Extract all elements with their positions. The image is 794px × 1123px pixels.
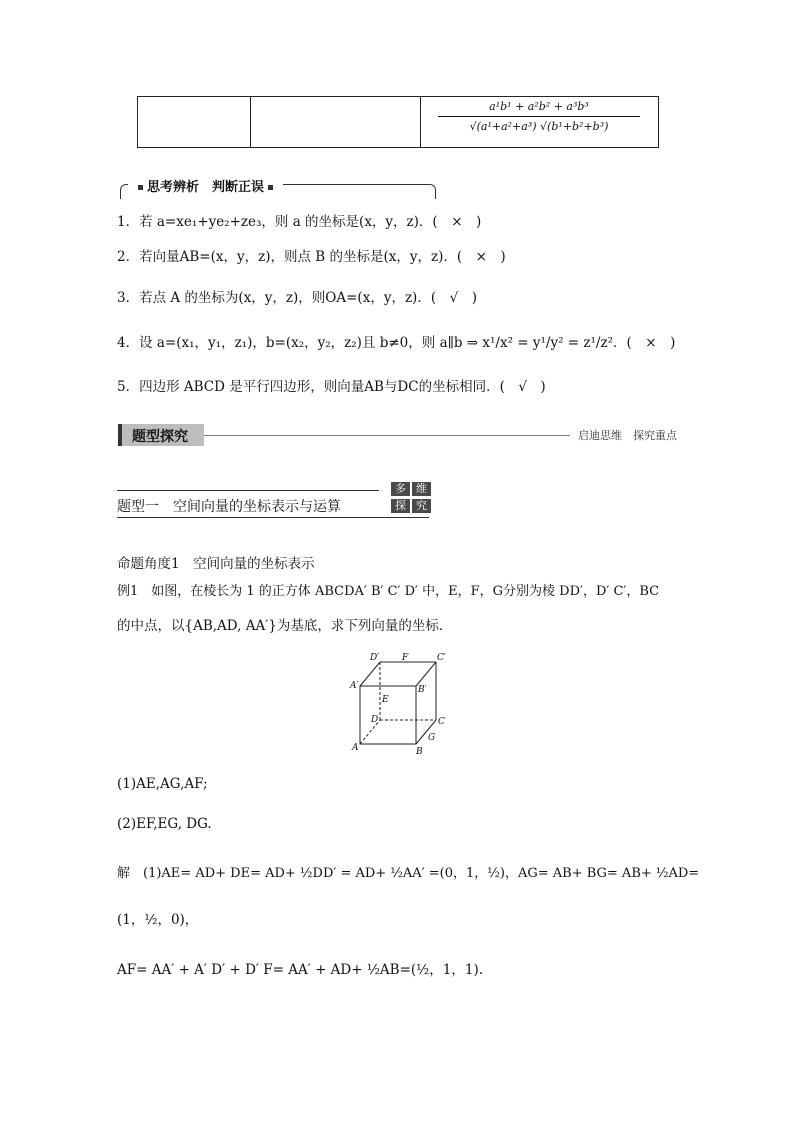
vertex-label: G (428, 733, 436, 743)
vertex-label: A′ (350, 681, 359, 691)
solution-line-3: AF= AA′ + A′ D′ + D′ F= AA′ + AD+ ½AB=(½，1，1). (117, 962, 484, 978)
table-cell-2 (250, 97, 421, 147)
fraction-bar (438, 116, 640, 117)
badge-char-4: 究 (412, 499, 431, 513)
think-title-text: 思考辨析 判断正误 (147, 180, 265, 195)
judgement-item-1: 1．若 a=xe₁+ye₂+ze₃，则 a 的坐标是(x，y，z)．( × ) (117, 214, 482, 230)
vertex-label: F (402, 653, 409, 663)
judgement-item-3: 3．若点 A 的坐标为(x，y，z)，则OA=(x，y，z)．( √ ) (117, 290, 477, 306)
question-2: (2)EF,EG, DG. (117, 816, 212, 832)
vertex-label: B′ (418, 685, 427, 695)
vertex-label: A (352, 743, 359, 753)
badge-char-3: 探 (391, 499, 410, 513)
question-1: (1)AE,AG,AF; (117, 776, 208, 792)
vertex-label: B (416, 747, 423, 756)
cosine-denominator: √(a¹+a²+a³) √(b¹+b²+b³) (469, 120, 609, 133)
vertex-label: D (371, 715, 379, 725)
table-cell-3 (420, 97, 658, 147)
section-subtitle: 启迪思维 探究重点 (578, 429, 677, 442)
think-title (128, 176, 283, 195)
badge-char-2: 维 (412, 482, 431, 496)
vertex-label: E (382, 695, 389, 705)
judgement-item-5: 5．四边形 ABCD 是平行四边形，则向量AB与DC的坐标相同．( √ ) (117, 379, 546, 395)
cube-figure (340, 648, 460, 756)
square-bullet-icon (268, 185, 273, 190)
solution-line-1: 解 (1)AE= AD+ DE= AD+ ½DD′ = AD+ ½AA′ =(0，1，½)，AG= AB+ BG= AB+ ½AD= (117, 866, 700, 881)
solution-line-2: (1，½，0)， (117, 912, 199, 928)
qtype-underline (117, 517, 429, 518)
vertex-label: C′ (437, 653, 446, 663)
judgement-item-2: 2．若向量AB=(x，y，z)，则点 B 的坐标是(x，y，z)．( × ) (117, 249, 506, 265)
badge-char-1: 多 (391, 482, 410, 496)
qtype-top-line (117, 490, 379, 491)
question-type-bar (117, 482, 429, 518)
cube-edge (360, 662, 380, 686)
question-type-label: 题型一 空间向量的坐标表示与运算 (117, 499, 341, 515)
formula-table (137, 96, 659, 148)
cosine-numerator: a¹b¹ + a²b² + a³b³ (489, 100, 589, 113)
example-line-2: 的中点，以{AB,AD, AA′}为基底，求下列向量的坐标． (117, 618, 453, 634)
table-cell-1 (138, 97, 251, 147)
section-tag-text: 题型探究 (132, 429, 188, 445)
vertex-label: D′ (370, 653, 380, 663)
section-tag (118, 424, 204, 446)
section-rule (204, 435, 570, 436)
proposition-angle: 命题角度1 空间向量的坐标表示 (117, 556, 315, 572)
square-bullet-icon (138, 185, 143, 190)
cube-edge (416, 662, 436, 686)
example-line-1: 例1 如图，在棱长为 1 的正方体 ABCDA′ B′ C′ D′ 中，E，F，G分别为棱 DD′，D′ C′，BC (117, 584, 660, 599)
judgement-item-4: 4．设 a=(x₁，y₁，z₁)，b=(x₂，y₂，z₂)且 b≠0，则 a∥b ⇒ x¹/x² = y¹/y² = z¹/z²．( × ) (117, 335, 676, 351)
vertex-label: C (438, 717, 445, 727)
